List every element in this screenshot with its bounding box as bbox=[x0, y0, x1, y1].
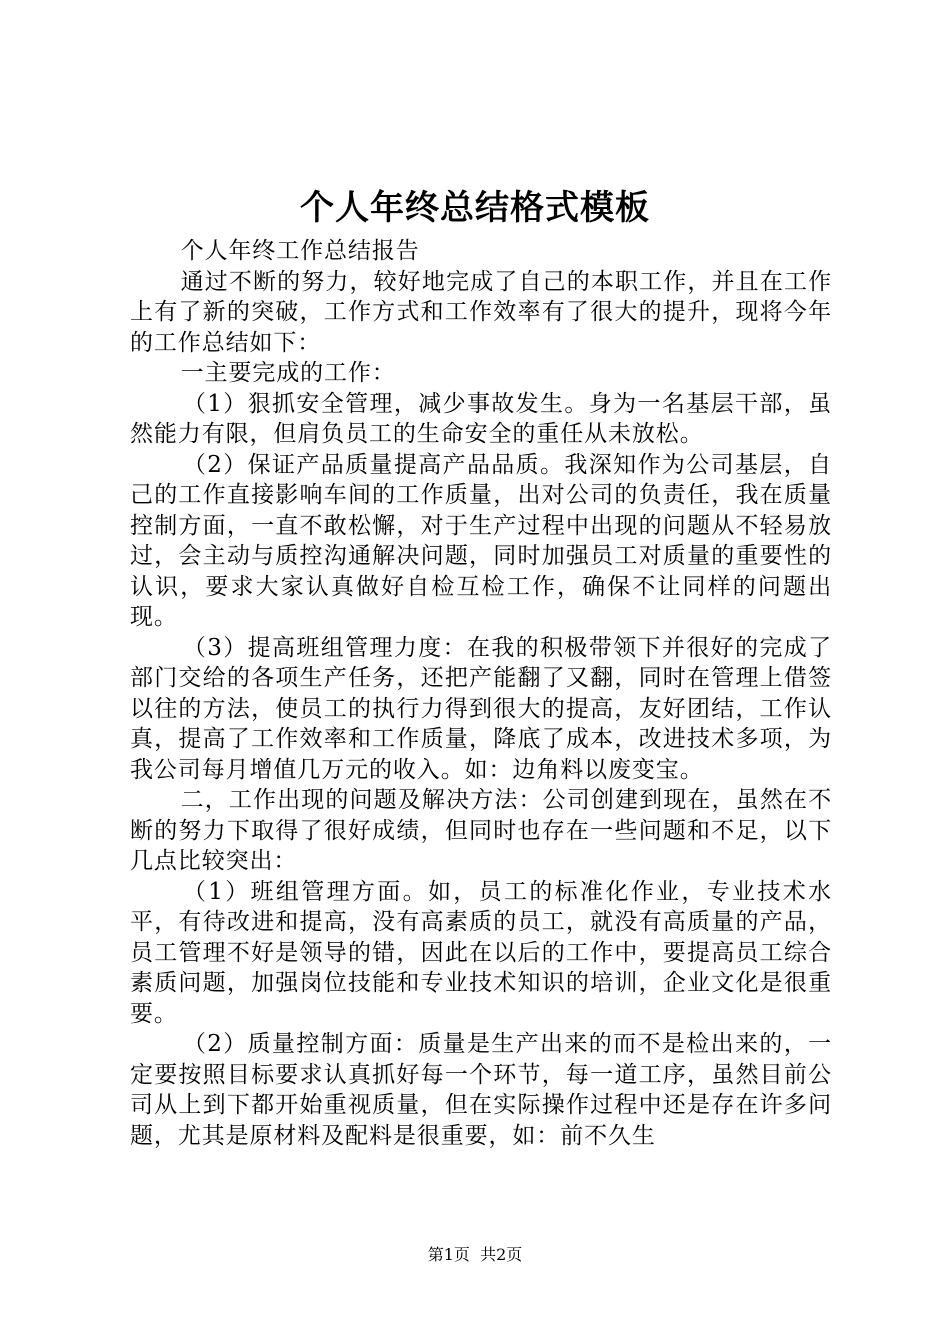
section-heading-main-work: 一主要完成的工作： bbox=[180, 360, 396, 386]
footer-separator bbox=[470, 1245, 480, 1264]
report-heading: 个人年终工作总结报告 bbox=[180, 238, 420, 264]
problem-item-quality-control: （2）质量控制方面：质量是生产出来的而不是检出来的，一定要按照目标要求认真抓好每一个环节，每一道工序，虽然目前公司从上到下都开始重视质量，但在实际操作过程中还是存在许多问题，尤其是原材料及配料是很重要，如：前不久生 bbox=[130, 1031, 832, 1149]
work-item-team-management: （3）提高班组管理力度：在我的积极带领下并很好的完成了部门交给的各项生产任务，还把产能翻了又翻，同时在管理上借签以往的方法，使员工的执行力得到很大的提高，友好团结，工作认真，提高了工作效率和工作质量，降底了成本，改进技术多项，为我公司每月增值几万元的收入。如：边角料以废变宝。 bbox=[130, 634, 832, 783]
work-item-safety: （1）狠抓安全管理，减少事故发生。身为一名基层干部，虽然能力有限，但肩负员工的生命安全的重任从未放松。 bbox=[130, 390, 832, 447]
problem-item-team-management: （1）班组管理方面。如，员工的标准化作业，专业技术水平，有待改进和提高，没有高素质的员工，就没有高质量的产品，员工管理不好是领导的错，因此在以后的工作中，要提高员工综合素质问题，加强岗位技能和专业技术知识的培训，企业文化是很重要。 bbox=[130, 878, 832, 1027]
intro-paragraph: 通过不断的努力，较好地完成了自己的本职工作，并且在工作上有了新的突破，工作方式和工作效率有了很大的提升，现将今年的工作总结如下： bbox=[130, 268, 832, 356]
page-footer bbox=[0, 1245, 950, 1265]
work-item-quality: （2）保证产品质量提高产品品质。我深知作为公司基层，自己的工作直接影响车间的工作质量，出对公司的负责任，我在质量控制方面，一直不敢松懈，对于生产过程中出现的问题从不轻易放过，会主动与质控沟通解决问题，同时加强员工对质量的重要性的认识，要求大家认真做好自检互检工作，确保不让同样的问题出现。 bbox=[130, 451, 832, 630]
page-total: 共2页 bbox=[480, 1245, 523, 1264]
document-body bbox=[130, 236, 832, 1151]
page-title: 个人年终总结格式模板 bbox=[300, 188, 650, 228]
page-number: 第1页 bbox=[427, 1245, 470, 1264]
section-heading-problems: 二，工作出现的问题及解决方法：公司创建到现在，虽然在不断的努力下取得了很好成绩，但同时也存在一些问题和不足，以下几点比较突出： bbox=[130, 787, 832, 874]
